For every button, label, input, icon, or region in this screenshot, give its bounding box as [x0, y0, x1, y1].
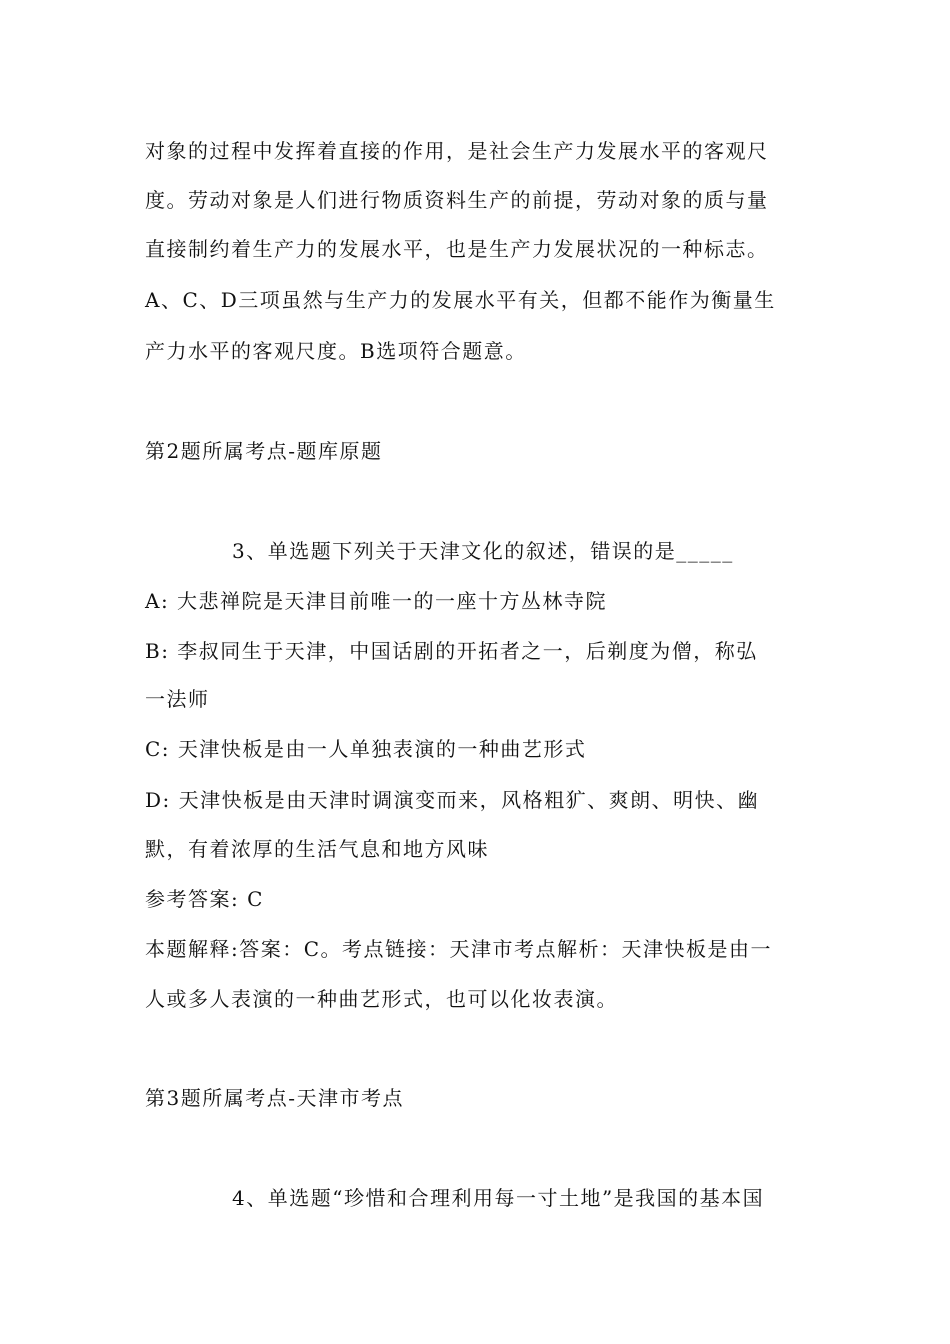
q3-option-b-line-2: 一法师: [145, 687, 210, 711]
q3-explanation-line-2: 人或多人表演的一种曲艺形式，也可以化妆表演。: [145, 987, 618, 1011]
q3-answer: 参考答案: C: [145, 887, 264, 911]
q2-explanation-line-2: 度。劳动对象是人们进行物质资料生产的前提，劳动对象的质与量: [145, 188, 769, 212]
q3-option-b-line-1: B: 李叔同生于天津，中国话剧的开拓者之一，后剃度为僧，称弘: [145, 639, 758, 663]
q4-stem: 4、单选题“珍惜和合理利用每一寸土地”是我国的基本国: [232, 1186, 765, 1210]
q3-option-c: C: 天津快板是由一人单独表演的一种曲艺形式: [145, 737, 587, 761]
q3-explanation-line-1: 本题解释:答案：C。考点链接：天津市考点解析：天津快板是由一: [145, 937, 773, 961]
q3-option-d-line-2: 默，有着浓厚的生活气息和地方风味: [145, 837, 489, 861]
q2-explanation-line-3: 直接制约着生产力的发展水平，也是生产力发展状况的一种标志。: [145, 237, 769, 261]
q2-explanation-line-5: 产力水平的客观尺度。B选项符合题意。: [145, 339, 527, 363]
q3-topic: 第3题所属考点-天津市考点: [145, 1086, 404, 1110]
q3-option-d-line-1: D: 天津快板是由天津时调演变而来，风格粗犷、爽朗、明快、幽: [145, 788, 760, 812]
q2-explanation-line-1: 对象的过程中发挥着直接的作用，是社会生产力发展水平的客观尺: [145, 139, 769, 163]
q2-explanation-line-4: A、C、D三项虽然与生产力的发展水平有关，但都不能作为衡量生: [145, 288, 776, 312]
q2-topic: 第2题所属考点-题库原题: [145, 439, 383, 463]
q3-stem: 3、单选题下列关于天津文化的叙述，错误的是_____: [232, 539, 734, 563]
q3-option-a: A: 大悲禅院是天津目前唯一的一座十方丛林寺院: [145, 589, 608, 613]
